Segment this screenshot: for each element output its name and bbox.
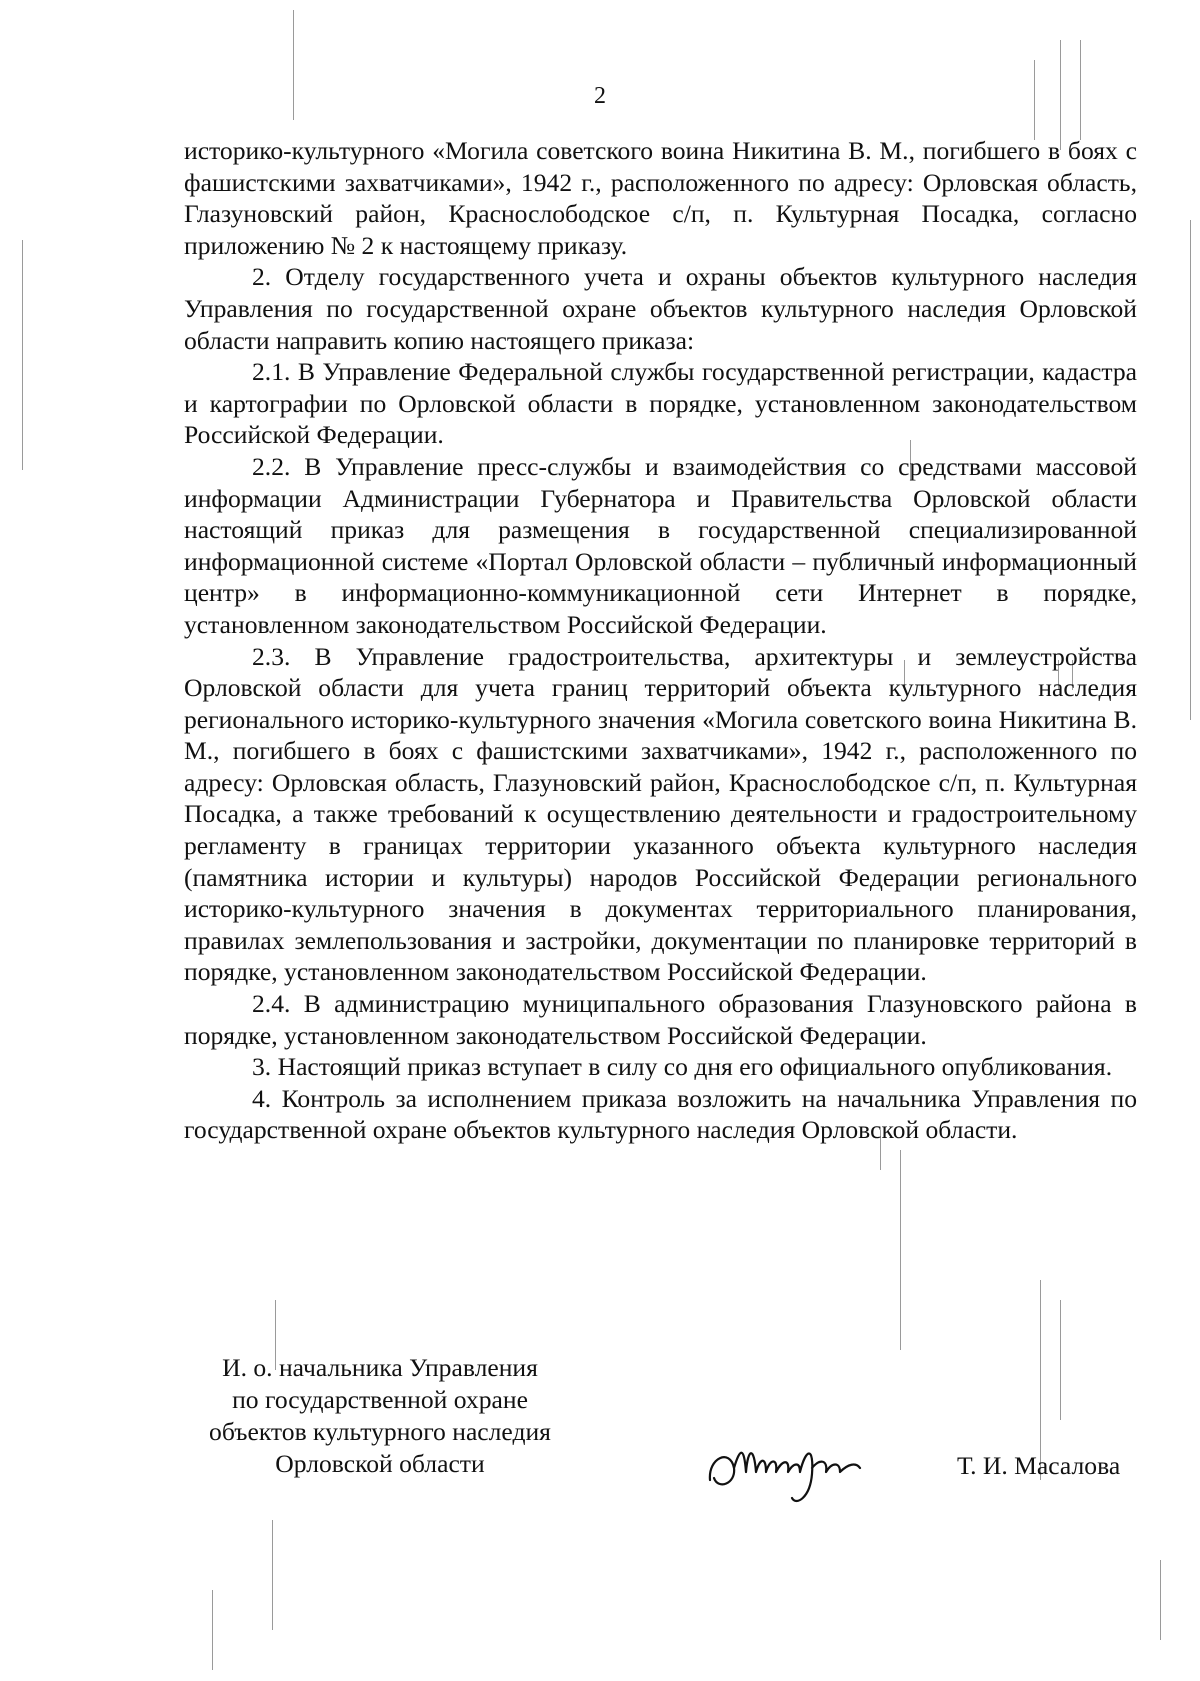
document-body: [184, 135, 1137, 1146]
signatory-position-line: Орловской области: [275, 1449, 485, 1478]
scan-artifact-line: [272, 1520, 273, 1630]
paragraph-item-2-1: 2.1. В Управление Федеральной службы государственной регистрации, кадастра и картографии по Орловской области в порядке, установленном законодательством Российской Федерации.: [184, 357, 1137, 450]
paragraph-item-2-4: 2.4. В администрацию муниципального образования Глазуновского района в порядке, установленном законодательством Российской Федерации.: [184, 989, 1137, 1050]
page-number: 2: [594, 83, 606, 109]
scan-artifact-line: [22, 240, 23, 470]
paragraph-item-2-2: 2.2. В Управление пресс-службы и взаимодействия со средствами массовой информации Администрации Губернатора и Правительства Орловской области настоящий приказ для размещения в государственной специализированной информационной системе «Портал Орловской области – публичный информационный центр» в информационно-коммуникационной сети Интернет в порядке, установленном законодательством Российской Федерации.: [184, 451, 1137, 639]
signature-block: [180, 1352, 1180, 1512]
signatory-position: [180, 1352, 580, 1480]
paragraph-item-3: 3. Настоящий приказ вступает в силу со дня его официального опубликования.: [252, 1052, 1113, 1082]
scan-artifact-line: [1160, 1560, 1161, 1640]
paragraph-continuation: историко-культурного «Могила советского воина Никитина В. М., погибшего в боях с фашистскими захватчиками», 1942 г., расположенного по адресу: Орловская область, Глазуновский район, Краснослободское с/п, п. Культурная Посадка, согласно приложению № 2 к настоящему приказу.: [184, 136, 1137, 260]
paragraph-item-2-3: 2.3. В Управление градостроительства, архитектуры и землеустройства Орловской области для учета границ территорий объекта культурного наследия регионального историко-культурного значения «Могила советского воина Никитина В. М., погибшего в боях с фашистскими захватчиками», 1942 г., расположенного по адресу: Орловская область, Глазуновский район, Краснослободское с/п, п. Культурная Посадка, а также требований к осуществлению деятельности и градостроительному регламенту в границах территории указанного объекта культурного наследия (памятника истории и культуры) народов Российской Федерации регионального историко-культурного значения в документах территориального планирования, правилах землепользования и застройки, документации по планировке территорий в порядке, установленном законодательством Российской Федерации.: [184, 641, 1137, 987]
signatory-position-line: объектов культурного наследия: [209, 1417, 551, 1446]
scan-artifact-line: [212, 1590, 213, 1670]
scan-artifact-line: [1190, 220, 1191, 720]
signatory-position-line: И. о. начальника Управления: [222, 1353, 538, 1382]
signatory-position-line: по государственной охране: [232, 1385, 528, 1414]
signatory-name: Т. И. Масалова: [957, 1451, 1121, 1480]
handwritten-signature: [700, 1428, 880, 1508]
paragraph-item-4: 4. Контроль за исполнением приказа возложить на начальника Управления по государственной охране объектов культурного наследия Орловской области.: [184, 1083, 1137, 1145]
scan-artifact-line: [900, 1150, 901, 1350]
paragraph-item-2: 2. Отделу государственного учета и охраны объектов культурного наследия Управления по государственной охране объектов культурного наследия Орловской области направить копию настоящего приказа:: [184, 262, 1137, 355]
